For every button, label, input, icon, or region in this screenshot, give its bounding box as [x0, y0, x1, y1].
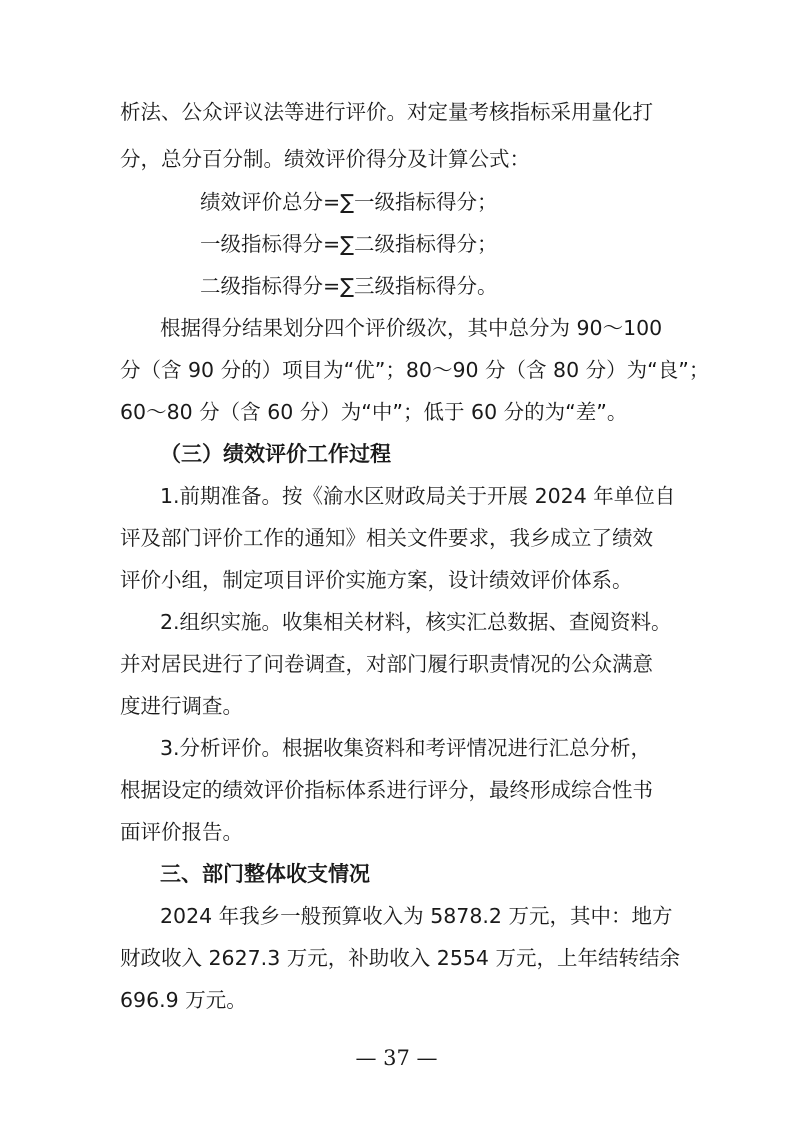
section-heading: （三）绩效评价工作过程: [160, 442, 391, 466]
body-text-line: 696.9 万元。: [120, 988, 247, 1012]
body-text-line: 评及部门评价工作的通知》相关文件要求，我乡成立了绩效: [120, 526, 653, 550]
body-text-line: 根据得分结果划分四个评价级次，其中总分为 90～100: [160, 316, 663, 340]
body-text-line: 3.分析评价。根据收集资料和考评情况进行汇总分析，: [160, 736, 652, 760]
body-text-line: 2024 年我乡一般预算收入为 5878.2 万元，其中：地方: [160, 904, 673, 928]
formula-line: 一级指标得分=∑二级指标得分；: [200, 232, 498, 256]
body-text-line: 面评价报告。: [120, 820, 243, 844]
body-text-line: 并对居民进行了问卷调查，对部门履行职责情况的公众满意: [120, 652, 653, 676]
body-text-line: 2.组织实施。收集相关材料，核实汇总数据、查阅资料。: [160, 610, 672, 634]
formula-line: 二级指标得分=∑三级指标得分。: [200, 274, 498, 298]
body-text-line: 评价小组，制定项目评价实施方案，设计绩效评价体系。: [120, 568, 633, 592]
body-text-line: 度进行调查。: [120, 694, 243, 718]
body-text-line: 60～80 分（含 60 分）为“中”；低于 60 分的为“差”。: [120, 400, 628, 424]
body-text-line: 分，总分百分制。绩效评价得分及计算公式：: [120, 147, 530, 171]
formula-line: 绩效评价总分=∑一级指标得分；: [200, 190, 498, 214]
body-text-line: 分（含 90 分的）项目为“优”；80～90 分（含 80 分）为“良”；: [120, 358, 710, 382]
page-number: — 37 —: [355, 1046, 438, 1070]
body-text-line: 财政收入 2627.3 万元，补助收入 2554 万元，上年结转结余: [120, 946, 680, 970]
body-text-line: 根据设定的绩效评价指标体系进行评分，最终形成综合性书: [120, 778, 653, 802]
body-text-line: 1.前期准备。按《渝水区财政局关于开展 2024 年单位自: [160, 484, 676, 508]
section-heading: 三、部门整体收支情况: [160, 862, 370, 886]
body-text-line: 析法、公众评议法等进行评价。对定量考核指标采用量化打: [120, 100, 653, 124]
